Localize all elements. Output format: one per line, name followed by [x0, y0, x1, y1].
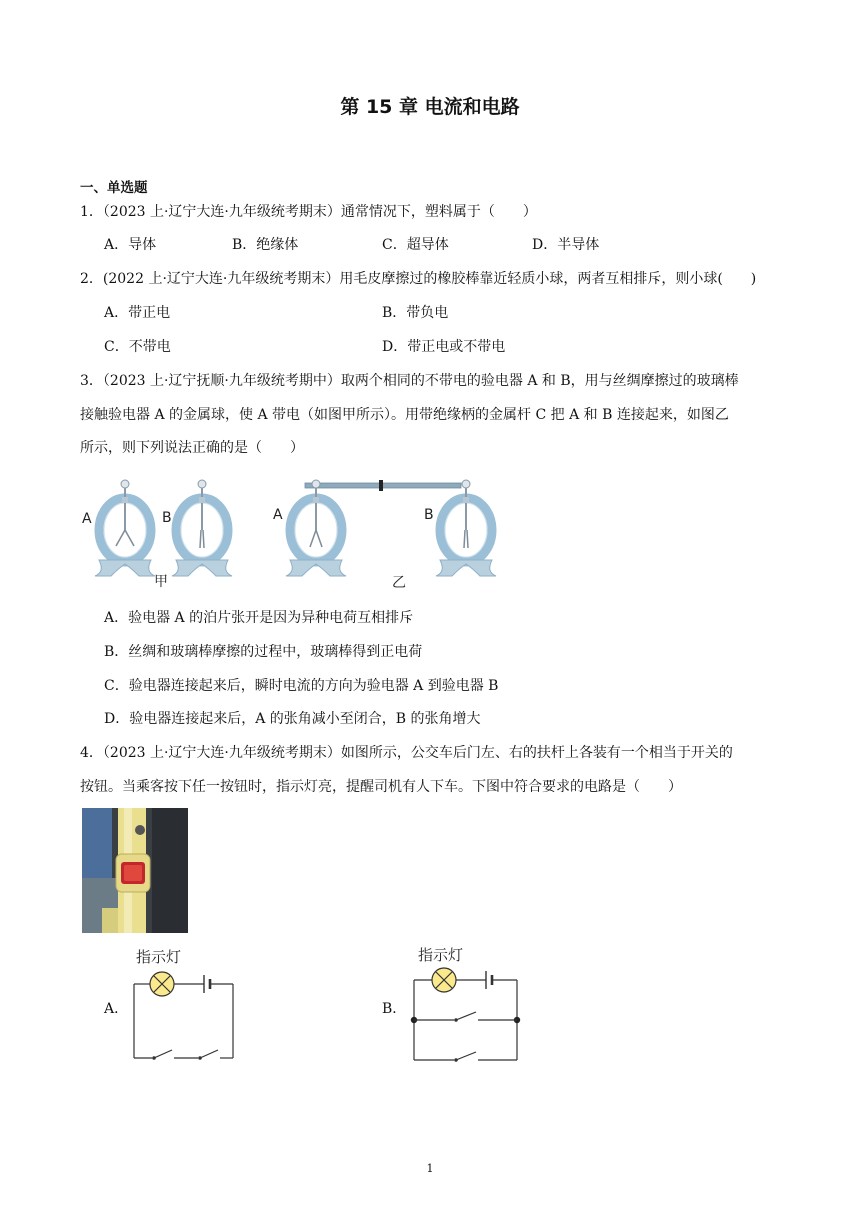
- switch-icon: [200, 1050, 218, 1058]
- q2-option-a: A．带正电: [104, 305, 171, 321]
- switch-icon: [154, 1050, 172, 1058]
- circuit-a-lamp-label: 指示灯: [136, 948, 182, 966]
- q1-option-a: A．导体: [104, 237, 157, 253]
- electroscope-jia-b: [172, 480, 232, 576]
- page-title: 第 15 章 电流和电路: [340, 96, 520, 118]
- circuit-b-lamp-label: 指示灯: [418, 946, 464, 964]
- q3-option-c: C．验电器连接起来后，瞬时电流的方向为验电器 A 到验电器 B: [104, 678, 499, 694]
- section-heading: 一、单选题: [80, 180, 148, 196]
- fig-yi-label-b: B: [424, 507, 434, 523]
- q3-stem-line-2: 接触验电器 A 的金属球，使 A 带电（如图甲所示）。用带绝缘柄的金属杆 C 把 A 和 B 连接起来，如图乙: [80, 407, 729, 423]
- electroscope-yi-a: [286, 480, 346, 576]
- circuit-b-label: B．: [382, 1001, 407, 1017]
- fig-jia-label-a: A: [82, 511, 92, 527]
- q2-option-b: B．带负电: [382, 305, 449, 321]
- q3-option-d: D．验电器连接起来后，A 的张角减小至闭合，B 的张角增大: [104, 711, 481, 727]
- fig-jia-caption: 甲: [154, 574, 168, 590]
- q1-option-c: C．超导体: [382, 237, 449, 253]
- electroscope-figure: [80, 470, 520, 594]
- circuit-b-diagram: [406, 940, 528, 1066]
- circuit-a-label: A．: [104, 1001, 129, 1017]
- fig-yi-label-a: A: [273, 507, 283, 523]
- q2-option-c: C．不带电: [104, 339, 171, 355]
- q3-option-a: A．验电器 A 的泊片张开是因为异种电荷互相排斥: [104, 610, 414, 626]
- q3-stem-line-3: 所示，则下列说法正确的是（ ）: [80, 440, 304, 456]
- fig-jia-label-b: B: [162, 510, 172, 526]
- q1-option-b: B．绝缘体: [232, 237, 299, 253]
- fig-yi-caption: 乙: [392, 575, 406, 591]
- circuit-a-diagram: [126, 944, 246, 1064]
- switch-icon: [456, 1052, 476, 1060]
- q1-stem: 1．（2023 上·辽宁大连·九年级统考期末）通常情况下，塑料属于（ ）: [80, 204, 537, 220]
- electroscope-jia-a: [95, 480, 155, 576]
- switch-icon: [456, 1012, 476, 1020]
- q1-option-d: D．半导体: [532, 237, 600, 253]
- page-number: 1: [426, 1162, 434, 1175]
- q2-stem: 2．(2022 上·辽宁大连·九年级统考期末）用毛皮摩擦过的橡胶棒靠近轻质小球，两者互相排斥，则小球( ): [80, 271, 757, 287]
- q4-stem-line-2: 按钮。当乘客按下任一按钮时，指示灯亮，提醒司机有人下车。下图中符合要求的电路是（ ）: [80, 779, 682, 795]
- bus-button-photo: [82, 808, 188, 933]
- q2-option-d: D．带正电或不带电: [382, 339, 506, 355]
- q3-option-b: B．丝绸和玻璃棒摩擦的过程中，玻璃棒得到正电荷: [104, 644, 423, 660]
- insulated-handle: [379, 480, 383, 491]
- q4-stem-line-1: 4．（2023 上·辽宁大连·九年级统考期末）如图所示，公交车后门左、右的扶杆上各装有一个相当于开关的: [80, 745, 733, 761]
- electroscope-yi-b: [436, 480, 496, 576]
- q3-stem-line-1: 3．（2023 上·辽宁抚顺·九年级统考期中）取两个相同的不带电的验电器 A 和 B，用与丝绸摩擦过的玻璃棒: [80, 373, 739, 389]
